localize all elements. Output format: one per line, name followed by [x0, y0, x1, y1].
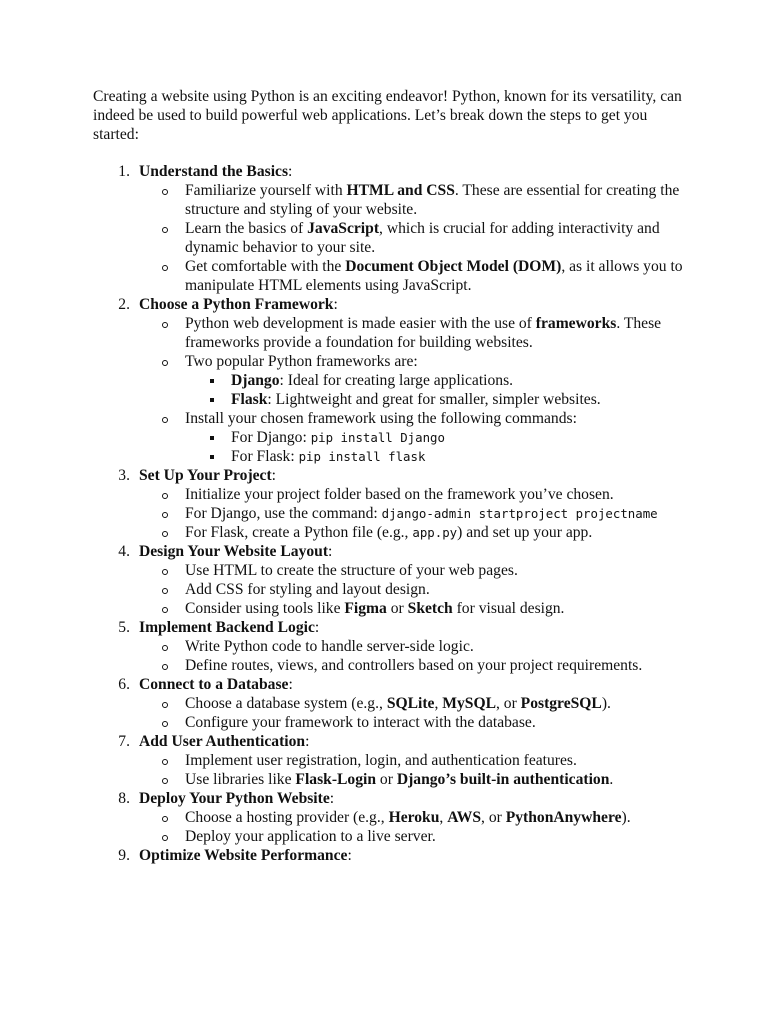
bold-text: PostgreSQL — [520, 695, 602, 712]
bold-text: JavaScript — [307, 220, 380, 237]
hollow-bullet-icon — [162, 322, 168, 328]
text-run: Choose a hosting provider (e.g., — [185, 809, 389, 826]
sub-item — [139, 257, 693, 295]
hollow-bullet-icon — [162, 227, 168, 233]
sub-item — [139, 181, 693, 219]
bold-text: Figma — [344, 600, 387, 617]
step-heading — [139, 162, 693, 181]
text-run: for visual design. — [452, 600, 565, 617]
bold-text: SQLite — [386, 695, 435, 712]
step-item — [93, 732, 693, 789]
text-run: , or — [481, 809, 506, 826]
sub-item — [139, 694, 693, 713]
step-number: 8. — [118, 790, 130, 807]
sub-item — [139, 827, 693, 846]
step-colon: : — [314, 619, 320, 636]
step-number: 6. — [118, 676, 130, 693]
text-run: For Flask: — [231, 448, 299, 465]
sub-item — [139, 770, 693, 789]
bold-text: Flask-Login — [295, 771, 377, 788]
text-run: Python web development is made easier with the use of — [185, 315, 536, 332]
step-colon: : — [288, 163, 293, 180]
step-colon: : — [271, 467, 277, 484]
hollow-bullet-icon — [162, 778, 168, 784]
step-colon: : — [305, 733, 310, 750]
sub-item — [139, 561, 693, 580]
bold-text: Django’s built-in authentication — [396, 771, 610, 788]
step-heading — [139, 618, 693, 637]
hollow-bullet-icon — [162, 265, 168, 271]
text-run: or — [386, 600, 408, 617]
text-run: or — [376, 771, 397, 788]
text-run: For Django, use the command: — [185, 505, 382, 522]
step-heading — [139, 675, 693, 694]
text-run: Configure your framework to interact with the database. — [185, 714, 536, 731]
sub-sub-item — [185, 447, 693, 466]
text-run: , — [434, 695, 443, 712]
document-body — [93, 87, 693, 865]
sub-list — [139, 637, 693, 675]
hollow-bullet-icon — [162, 569, 168, 575]
text-run: ) and set up your app. — [457, 524, 593, 541]
text-run: Choose a database system (e.g., — [185, 695, 387, 712]
hollow-bullet-icon — [162, 607, 168, 613]
bold-text: AWS — [447, 809, 482, 826]
step-number: 9. — [118, 847, 130, 864]
inline-code: pip install flask — [298, 449, 426, 464]
step-heading — [139, 846, 693, 865]
sub-sub-item — [185, 390, 693, 409]
text-run: Get comfortable with the — [185, 258, 346, 275]
hollow-bullet-icon — [162, 702, 168, 708]
text-run: : Lightweight and great for smaller, simpler websites. — [267, 391, 601, 408]
step-heading — [139, 295, 693, 314]
text-run: Install your chosen framework using the following commands: — [185, 410, 577, 427]
sub-list — [139, 694, 693, 732]
sub-item — [139, 504, 693, 523]
text-run: For Django: — [231, 429, 311, 446]
bold-text: Sketch — [407, 600, 453, 617]
step-number: 3. — [118, 467, 130, 484]
text-run: ). — [621, 809, 631, 826]
text-run: ). — [601, 695, 611, 712]
hollow-bullet-icon — [162, 645, 168, 651]
bold-text: HTML and CSS — [346, 182, 455, 199]
sub-list — [139, 485, 693, 542]
sub-item — [139, 523, 693, 542]
sub-list — [139, 751, 693, 789]
text-run: . These frameworks provide a foundation for building websites. — [185, 315, 662, 351]
step-item — [93, 846, 693, 865]
text-run: : Ideal for creating large applications. — [279, 372, 514, 389]
hollow-bullet-icon — [162, 493, 168, 499]
square-bullet-icon — [210, 379, 214, 383]
sub-item — [139, 314, 693, 352]
step-item — [93, 618, 693, 675]
step-title: Implement Backend Logic — [139, 619, 315, 636]
text-run: Define routes, views, and controllers based on your project requirements. — [185, 657, 643, 674]
step-item — [93, 675, 693, 732]
inline-code: pip install Django — [310, 430, 445, 445]
text-run: , as it allows you to manipulate HTML elements using JavaScript. — [185, 258, 683, 294]
text-run: Implement user registration, login, and authentication features. — [185, 752, 577, 769]
step-heading — [139, 466, 693, 485]
square-bullet-icon — [210, 455, 214, 459]
bold-text: Document Object Model (DOM) — [345, 258, 562, 275]
bold-text: PythonAnywhere — [505, 809, 622, 826]
step-colon: : — [347, 847, 352, 864]
text-run: Two popular Python frameworks are: — [185, 353, 418, 370]
sub-list — [139, 314, 693, 466]
text-run: Write Python code to handle server-side logic. — [185, 638, 474, 655]
sub-sub-list — [185, 371, 693, 409]
hollow-bullet-icon — [162, 721, 168, 727]
hollow-bullet-icon — [162, 816, 168, 822]
bold-text: Flask — [231, 391, 268, 408]
sub-item — [139, 219, 693, 257]
step-colon: : — [288, 676, 293, 693]
text-run: For Flask, create a Python file (e.g., — [185, 524, 413, 541]
text-run: Use libraries like — [185, 771, 296, 788]
bold-text: Django — [231, 372, 280, 389]
hollow-bullet-icon — [162, 835, 168, 841]
sub-item — [139, 713, 693, 732]
bold-text: Heroku — [388, 809, 440, 826]
step-heading — [139, 542, 693, 561]
sub-item — [139, 808, 693, 827]
step-item — [93, 295, 693, 466]
text-run: Consider using tools like — [185, 600, 345, 617]
hollow-bullet-icon — [162, 189, 168, 195]
step-number: 5. — [118, 619, 130, 636]
text-run: Deploy your application to a live server. — [185, 828, 436, 845]
text-run: Use HTML to create the structure of your web pages. — [185, 562, 518, 579]
step-heading — [139, 732, 693, 751]
step-number: 7. — [118, 733, 130, 750]
sub-list — [139, 181, 693, 295]
step-colon: : — [333, 296, 338, 313]
inline-code: django-admin startproject projectname — [381, 506, 658, 521]
step-title: Connect to a Database — [139, 676, 289, 693]
step-title: Set Up Your Project — [139, 467, 272, 484]
step-colon: : — [328, 543, 333, 560]
steps-list — [93, 162, 693, 865]
sub-item — [139, 637, 693, 656]
sub-sub-item — [185, 428, 693, 447]
text-run: . These are essential for creating the structure and styling of your website. — [185, 182, 680, 218]
text-run: Learn the basics of — [185, 220, 308, 237]
sub-item — [139, 485, 693, 504]
text-run: Initialize your project folder based on the framework you’ve chosen. — [185, 486, 614, 503]
step-heading — [139, 789, 693, 808]
step-title: Deploy Your Python Website — [139, 790, 330, 807]
sub-item — [139, 599, 693, 618]
inline-code: app.py — [412, 525, 458, 540]
step-title: Understand the Basics — [139, 163, 289, 180]
hollow-bullet-icon — [162, 531, 168, 537]
step-item — [93, 542, 693, 618]
text-run: , — [439, 809, 448, 826]
sub-list — [139, 808, 693, 846]
hollow-bullet-icon — [162, 360, 168, 366]
step-item — [93, 789, 693, 846]
sub-sub-list — [185, 428, 693, 466]
sub-item — [139, 352, 693, 409]
step-title: Design Your Website Layout — [139, 543, 329, 560]
text-run: , or — [495, 695, 521, 712]
text-run: . — [609, 771, 614, 788]
hollow-bullet-icon — [162, 417, 168, 423]
sub-item — [139, 580, 693, 599]
sub-item — [139, 409, 693, 466]
bold-text: MySQL — [442, 695, 496, 712]
bold-text: frameworks — [535, 315, 617, 332]
step-number: 2. — [118, 296, 130, 313]
sub-list — [139, 561, 693, 618]
text-run: Familiarize yourself with — [185, 182, 347, 199]
hollow-bullet-icon — [162, 759, 168, 765]
step-item — [93, 466, 693, 542]
step-colon: : — [329, 790, 335, 807]
hollow-bullet-icon — [162, 588, 168, 594]
step-title: Add User Authentication — [139, 733, 306, 750]
text-run: , which is crucial for adding interactivity and dynamic behavior to your site. — [185, 220, 660, 256]
square-bullet-icon — [210, 398, 214, 402]
step-number: 4. — [118, 543, 130, 560]
step-title: Optimize Website Performance — [139, 847, 348, 864]
sub-item — [139, 656, 693, 675]
sub-sub-item — [185, 371, 693, 390]
hollow-bullet-icon — [162, 512, 168, 518]
step-number: 1. — [118, 163, 130, 180]
sub-item — [139, 751, 693, 770]
step-title: Choose a Python Framework — [139, 296, 334, 313]
step-item — [93, 162, 693, 295]
hollow-bullet-icon — [162, 664, 168, 670]
intro-paragraph: Creating a website using Python is an exciting endeavor! Python, known for its versatility, can indeed be used to build powerful web applications. Let’s break down the steps to get you started: — [93, 88, 682, 143]
square-bullet-icon — [210, 436, 214, 440]
text-run: Add CSS for styling and layout design. — [185, 581, 430, 598]
